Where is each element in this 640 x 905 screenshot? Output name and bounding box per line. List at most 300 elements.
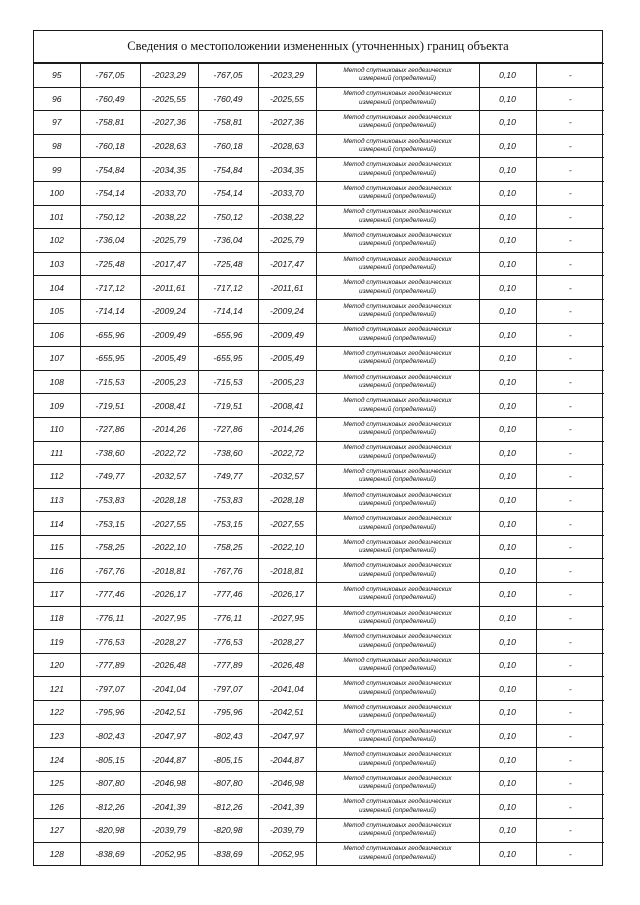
method-cell (316, 630, 479, 654)
point-number-cell: 95 (34, 64, 80, 88)
point-number-cell: 102 (34, 229, 80, 253)
method-line2: измерений (определений) (359, 240, 436, 248)
method-line2: измерений (определений) (359, 264, 436, 272)
y-existing-cell: -2008,41 (140, 394, 198, 418)
y-existing-cell: -2033,70 (140, 181, 198, 205)
method-line1: Метод спутниковых геодезических (343, 491, 452, 499)
table-row (34, 677, 604, 701)
method-cell (316, 394, 479, 418)
description-cell: - (536, 701, 604, 725)
table-row (34, 819, 604, 843)
method-line2: измерений (определений) (359, 499, 436, 507)
description-cell: - (536, 795, 604, 819)
table-row (34, 488, 604, 512)
description-cell: - (536, 819, 604, 843)
point-number-cell: 126 (34, 795, 80, 819)
y-existing-cell: -2047,97 (140, 724, 198, 748)
y-new-cell: -2034,35 (258, 158, 316, 182)
y-new-cell: -2028,63 (258, 134, 316, 158)
y-existing-cell: -2005,23 (140, 370, 198, 394)
y-existing-cell: -2027,55 (140, 512, 198, 536)
y-existing-cell: -2018,81 (140, 559, 198, 583)
table-row (34, 229, 604, 253)
y-existing-cell: -2032,57 (140, 465, 198, 489)
y-existing-cell: -2025,79 (140, 229, 198, 253)
table-row (34, 535, 604, 559)
x-new-cell: -758,81 (198, 111, 258, 135)
method-line1: Метод спутниковых геодезических (343, 114, 452, 122)
table-row (34, 559, 604, 583)
table-body (34, 64, 604, 866)
x-existing-cell: -767,76 (80, 559, 140, 583)
description-cell: - (536, 394, 604, 418)
table-row (34, 252, 604, 276)
accuracy-cell: 0,10 (479, 724, 536, 748)
accuracy-cell: 0,10 (479, 512, 536, 536)
description-cell: - (536, 771, 604, 795)
accuracy-cell: 0,10 (479, 842, 536, 865)
method-cell (316, 276, 479, 300)
method-line2: измерений (определений) (359, 216, 436, 224)
point-number-cell: 110 (34, 417, 80, 441)
y-existing-cell: -2027,36 (140, 111, 198, 135)
y-new-cell: -2023,29 (258, 64, 316, 88)
point-number-cell: 120 (34, 653, 80, 677)
accuracy-cell: 0,10 (479, 653, 536, 677)
description-cell: - (536, 748, 604, 772)
point-number-cell: 127 (34, 819, 80, 843)
method-cell (316, 748, 479, 772)
accuracy-cell: 0,10 (479, 370, 536, 394)
method-line1: Метод спутниковых геодезических (343, 326, 452, 334)
method-line2: измерений (определений) (359, 853, 436, 861)
method-cell (316, 64, 479, 88)
description-cell: - (536, 87, 604, 111)
table-title: Сведения о местоположении измененных (уточненных) границ объекта (34, 31, 602, 63)
point-number-cell: 109 (34, 394, 80, 418)
y-existing-cell: -2038,22 (140, 205, 198, 229)
method-line2: измерений (определений) (359, 712, 436, 720)
y-new-cell: -2052,95 (258, 842, 316, 865)
point-number-cell: 97 (34, 111, 80, 135)
accuracy-cell: 0,10 (479, 677, 536, 701)
point-number-cell: 107 (34, 347, 80, 371)
description-cell: - (536, 370, 604, 394)
method-line2: измерений (определений) (359, 594, 436, 602)
method-cell (316, 205, 479, 229)
y-new-cell: -2027,95 (258, 606, 316, 630)
x-new-cell: -727,86 (198, 417, 258, 441)
y-new-cell: -2044,87 (258, 748, 316, 772)
accuracy-cell: 0,10 (479, 299, 536, 323)
method-line1: Метод спутниковых геодезических (343, 467, 452, 475)
x-existing-cell: -797,07 (80, 677, 140, 701)
accuracy-cell: 0,10 (479, 229, 536, 253)
accuracy-cell: 0,10 (479, 134, 536, 158)
method-cell (316, 653, 479, 677)
x-new-cell: -767,05 (198, 64, 258, 88)
y-new-cell: -2042,51 (258, 701, 316, 725)
x-existing-cell: -760,18 (80, 134, 140, 158)
point-number-cell: 122 (34, 701, 80, 725)
method-cell (316, 465, 479, 489)
method-cell (316, 299, 479, 323)
method-line1: Метод спутниковых геодезических (343, 538, 452, 546)
x-existing-cell: -802,43 (80, 724, 140, 748)
description-cell: - (536, 441, 604, 465)
y-existing-cell: -2052,95 (140, 842, 198, 865)
accuracy-cell: 0,10 (479, 606, 536, 630)
table-row (34, 441, 604, 465)
point-number-cell: 96 (34, 87, 80, 111)
y-new-cell: -2025,79 (258, 229, 316, 253)
table-row (34, 370, 604, 394)
description-cell: - (536, 158, 604, 182)
table-row (34, 465, 604, 489)
table-row (34, 606, 604, 630)
method-cell (316, 795, 479, 819)
method-line2: измерений (определений) (359, 806, 436, 814)
point-number-cell: 114 (34, 512, 80, 536)
table-row (34, 87, 604, 111)
description-cell: - (536, 465, 604, 489)
x-new-cell: -655,96 (198, 323, 258, 347)
method-cell (316, 441, 479, 465)
description-cell: - (536, 724, 604, 748)
y-existing-cell: -2009,24 (140, 299, 198, 323)
accuracy-cell: 0,10 (479, 252, 536, 276)
method-cell (316, 229, 479, 253)
x-existing-cell: -758,81 (80, 111, 140, 135)
method-line1: Метод спутниковых геодезических (343, 727, 452, 735)
point-number-cell: 101 (34, 205, 80, 229)
method-line1: Метод спутниковых геодезических (343, 680, 452, 688)
method-line1: Метод спутниковых геодезических (343, 279, 452, 287)
point-number-cell: 100 (34, 181, 80, 205)
y-new-cell: -2011,61 (258, 276, 316, 300)
point-number-cell: 117 (34, 583, 80, 607)
method-cell (316, 583, 479, 607)
description-cell: - (536, 276, 604, 300)
accuracy-cell: 0,10 (479, 748, 536, 772)
x-existing-cell: -738,60 (80, 441, 140, 465)
y-existing-cell: -2041,04 (140, 677, 198, 701)
x-existing-cell: -760,49 (80, 87, 140, 111)
method-cell (316, 724, 479, 748)
accuracy-cell: 0,10 (479, 771, 536, 795)
table-row (34, 771, 604, 795)
table-row (34, 323, 604, 347)
x-new-cell: -717,12 (198, 276, 258, 300)
point-number-cell: 106 (34, 323, 80, 347)
point-number-cell: 99 (34, 158, 80, 182)
x-existing-cell: -655,95 (80, 347, 140, 371)
accuracy-cell: 0,10 (479, 323, 536, 347)
y-new-cell: -2025,55 (258, 87, 316, 111)
point-number-cell: 128 (34, 842, 80, 865)
method-line2: измерений (определений) (359, 146, 436, 154)
description-cell: - (536, 512, 604, 536)
y-new-cell: -2041,39 (258, 795, 316, 819)
x-new-cell: -754,14 (198, 181, 258, 205)
method-cell (316, 488, 479, 512)
y-new-cell: -2009,49 (258, 323, 316, 347)
point-number-cell: 103 (34, 252, 80, 276)
method-line2: измерений (определений) (359, 735, 436, 743)
y-existing-cell: -2028,18 (140, 488, 198, 512)
description-cell: - (536, 252, 604, 276)
method-cell (316, 347, 479, 371)
description-cell: - (536, 64, 604, 88)
x-new-cell: -767,76 (198, 559, 258, 583)
method-line1: Метод спутниковых геодезических (343, 562, 452, 570)
method-line1: Метод спутниковых геодезических (343, 373, 452, 381)
accuracy-cell: 0,10 (479, 441, 536, 465)
description-cell: - (536, 134, 604, 158)
table-row (34, 795, 604, 819)
x-existing-cell: -820,98 (80, 819, 140, 843)
y-new-cell: -2005,49 (258, 347, 316, 371)
x-existing-cell: -776,11 (80, 606, 140, 630)
table-row (34, 394, 604, 418)
y-existing-cell: -2028,63 (140, 134, 198, 158)
method-line2: измерений (определений) (359, 98, 436, 106)
point-number-cell: 125 (34, 771, 80, 795)
y-existing-cell: -2041,39 (140, 795, 198, 819)
method-line2: измерений (определений) (359, 617, 436, 625)
method-cell (316, 158, 479, 182)
method-cell (316, 559, 479, 583)
x-existing-cell: -714,14 (80, 299, 140, 323)
point-number-cell: 124 (34, 748, 80, 772)
table-row (34, 111, 604, 135)
x-existing-cell: -719,51 (80, 394, 140, 418)
y-new-cell: -2027,36 (258, 111, 316, 135)
method-cell (316, 677, 479, 701)
x-existing-cell: -767,05 (80, 64, 140, 88)
accuracy-cell: 0,10 (479, 795, 536, 819)
description-cell: - (536, 205, 604, 229)
description-cell: - (536, 417, 604, 441)
method-line2: измерений (определений) (359, 570, 436, 578)
x-existing-cell: -655,96 (80, 323, 140, 347)
y-new-cell: -2009,24 (258, 299, 316, 323)
x-new-cell: -715,53 (198, 370, 258, 394)
table-row (34, 701, 604, 725)
method-line2: измерений (определений) (359, 641, 436, 649)
x-new-cell: -749,77 (198, 465, 258, 489)
x-existing-cell: -749,77 (80, 465, 140, 489)
method-line2: измерений (определений) (359, 429, 436, 437)
point-number-cell: 108 (34, 370, 80, 394)
y-existing-cell: -2022,72 (140, 441, 198, 465)
method-line2: измерений (определений) (359, 122, 436, 130)
description-cell: - (536, 630, 604, 654)
table-row (34, 583, 604, 607)
table-row (34, 181, 604, 205)
accuracy-cell: 0,10 (479, 347, 536, 371)
x-new-cell: -655,95 (198, 347, 258, 371)
method-line2: измерений (определений) (359, 783, 436, 791)
method-line2: измерений (определений) (359, 334, 436, 342)
x-new-cell: -838,69 (198, 842, 258, 865)
y-new-cell: -2008,41 (258, 394, 316, 418)
y-existing-cell: -2026,48 (140, 653, 198, 677)
method-line2: измерений (определений) (359, 75, 436, 83)
method-line2: измерений (определений) (359, 287, 436, 295)
x-new-cell: -760,49 (198, 87, 258, 111)
description-cell: - (536, 535, 604, 559)
y-existing-cell: -2014,26 (140, 417, 198, 441)
method-cell (316, 323, 479, 347)
x-existing-cell: -715,53 (80, 370, 140, 394)
accuracy-cell: 0,10 (479, 64, 536, 88)
point-number-cell: 113 (34, 488, 80, 512)
method-cell (316, 111, 479, 135)
method-line2: измерений (определений) (359, 523, 436, 531)
method-line1: Метод спутниковых геодезических (343, 90, 452, 98)
description-cell: - (536, 583, 604, 607)
method-line1: Метод спутниковых геодезических (343, 444, 452, 452)
method-line1: Метод спутниковых геодезических (343, 774, 452, 782)
y-new-cell: -2018,81 (258, 559, 316, 583)
method-cell (316, 417, 479, 441)
method-cell (316, 606, 479, 630)
x-new-cell: -777,89 (198, 653, 258, 677)
x-new-cell: -802,43 (198, 724, 258, 748)
method-cell (316, 819, 479, 843)
x-new-cell: -797,07 (198, 677, 258, 701)
method-line1: Метод спутниковых геодезических (343, 232, 452, 240)
y-new-cell: -2039,79 (258, 819, 316, 843)
x-existing-cell: -753,15 (80, 512, 140, 536)
accuracy-cell: 0,10 (479, 87, 536, 111)
accuracy-cell: 0,10 (479, 630, 536, 654)
y-new-cell: -2026,17 (258, 583, 316, 607)
x-new-cell: -719,51 (198, 394, 258, 418)
method-line2: измерений (определений) (359, 830, 436, 838)
accuracy-cell: 0,10 (479, 488, 536, 512)
description-cell: - (536, 347, 604, 371)
method-line2: измерений (определений) (359, 665, 436, 673)
y-existing-cell: -2009,49 (140, 323, 198, 347)
table-row (34, 134, 604, 158)
table-row (34, 842, 604, 865)
accuracy-cell: 0,10 (479, 819, 536, 843)
table-row (34, 276, 604, 300)
method-line2: измерений (определений) (359, 169, 436, 177)
description-cell: - (536, 229, 604, 253)
method-line2: измерений (определений) (359, 405, 436, 413)
method-cell (316, 252, 479, 276)
y-existing-cell: -2025,55 (140, 87, 198, 111)
description-cell: - (536, 653, 604, 677)
x-existing-cell: -795,96 (80, 701, 140, 725)
y-new-cell: -2014,26 (258, 417, 316, 441)
method-cell (316, 842, 479, 865)
y-existing-cell: -2022,10 (140, 535, 198, 559)
y-new-cell: -2047,97 (258, 724, 316, 748)
accuracy-cell: 0,10 (479, 583, 536, 607)
method-line1: Метод спутниковых геодезических (343, 751, 452, 759)
method-line2: измерений (определений) (359, 688, 436, 696)
method-line1: Метод спутниковых геодезических (343, 656, 452, 664)
method-line2: измерений (определений) (359, 311, 436, 319)
x-new-cell: -812,26 (198, 795, 258, 819)
table-row (34, 417, 604, 441)
accuracy-cell: 0,10 (479, 465, 536, 489)
y-new-cell: -2026,48 (258, 653, 316, 677)
method-line2: измерений (определений) (359, 358, 436, 366)
method-line2: измерений (определений) (359, 382, 436, 390)
table-row (34, 299, 604, 323)
x-existing-cell: -812,26 (80, 795, 140, 819)
method-cell (316, 535, 479, 559)
x-new-cell: -795,96 (198, 701, 258, 725)
point-number-cell: 115 (34, 535, 80, 559)
y-existing-cell: -2017,47 (140, 252, 198, 276)
y-existing-cell: -2039,79 (140, 819, 198, 843)
method-line2: измерений (определений) (359, 452, 436, 460)
method-line2: измерений (определений) (359, 547, 436, 555)
x-new-cell: -760,18 (198, 134, 258, 158)
y-new-cell: -2038,22 (258, 205, 316, 229)
x-new-cell: -754,84 (198, 158, 258, 182)
y-new-cell: -2033,70 (258, 181, 316, 205)
x-existing-cell: -807,80 (80, 771, 140, 795)
method-line1: Метод спутниковых геодезических (343, 302, 452, 310)
boundary-table-sheet (33, 30, 603, 866)
method-cell (316, 370, 479, 394)
method-cell (316, 512, 479, 536)
method-line1: Метод спутниковых геодезических (343, 350, 452, 358)
description-cell: - (536, 559, 604, 583)
method-line2: измерений (определений) (359, 476, 436, 484)
method-line1: Метод спутниковых геодезических (343, 137, 452, 145)
table-row (34, 512, 604, 536)
point-number-cell: 112 (34, 465, 80, 489)
table-row (34, 724, 604, 748)
point-number-cell: 123 (34, 724, 80, 748)
description-cell: - (536, 606, 604, 630)
y-new-cell: -2022,10 (258, 535, 316, 559)
x-existing-cell: -736,04 (80, 229, 140, 253)
x-new-cell: -777,46 (198, 583, 258, 607)
x-existing-cell: -754,14 (80, 181, 140, 205)
description-cell: - (536, 677, 604, 701)
x-new-cell: -750,12 (198, 205, 258, 229)
y-existing-cell: -2034,35 (140, 158, 198, 182)
method-line1: Метод спутниковых геодезических (343, 633, 452, 641)
x-new-cell: -714,14 (198, 299, 258, 323)
accuracy-cell: 0,10 (479, 158, 536, 182)
table-row (34, 64, 604, 88)
x-new-cell: -820,98 (198, 819, 258, 843)
x-new-cell: -758,25 (198, 535, 258, 559)
accuracy-cell: 0,10 (479, 417, 536, 441)
point-number-cell: 105 (34, 299, 80, 323)
x-existing-cell: -753,83 (80, 488, 140, 512)
description-cell: - (536, 111, 604, 135)
y-existing-cell: -2027,95 (140, 606, 198, 630)
point-number-cell: 98 (34, 134, 80, 158)
method-line1: Метод спутниковых геодезических (343, 798, 452, 806)
x-new-cell: -725,48 (198, 252, 258, 276)
table-row (34, 347, 604, 371)
method-cell (316, 181, 479, 205)
point-number-cell: 104 (34, 276, 80, 300)
y-new-cell: -2041,04 (258, 677, 316, 701)
